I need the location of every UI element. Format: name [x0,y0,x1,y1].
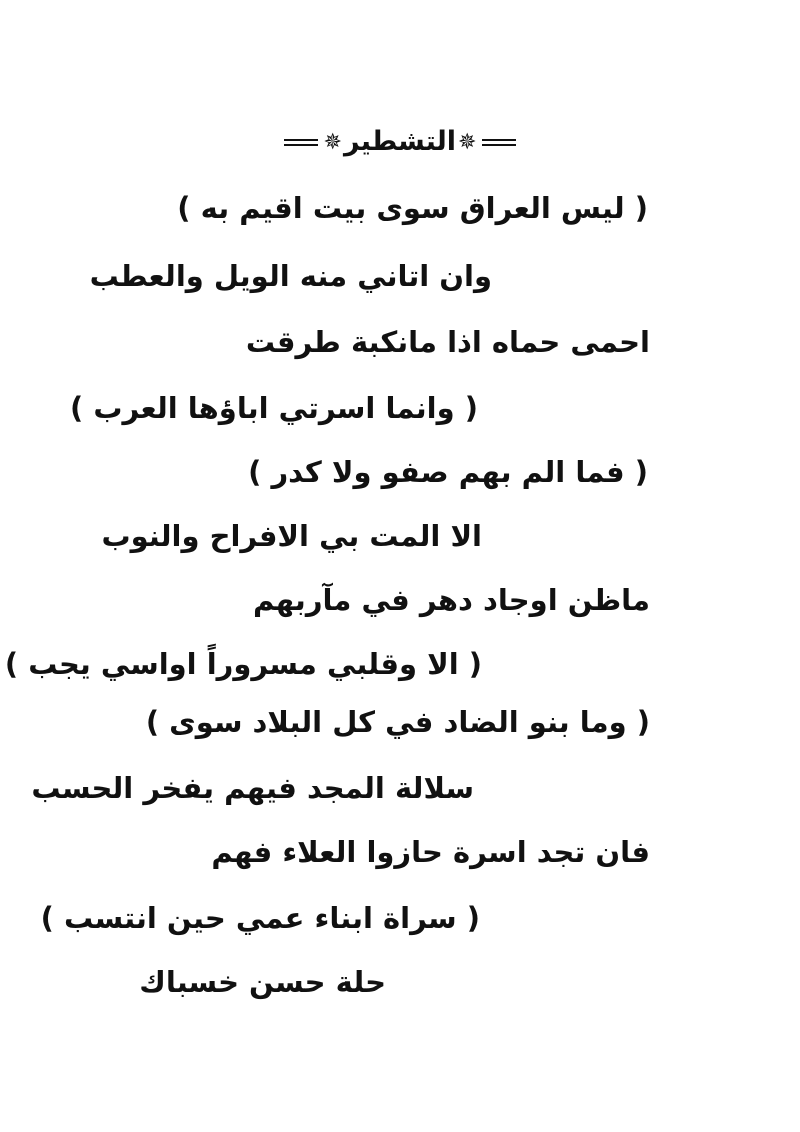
verse-line-4: ( وانما اسرتي اباؤها العرب ) [69,391,478,425]
verse-line-8: ( الا وقلبي مسروراً اواسي يجب ) [4,647,482,681]
verse-line-10: سلالة المجد فيهم يفخر الحسب [31,771,474,805]
verse-line-7: ماظن اوجاد دهر في مآربهم [253,583,650,617]
right-ornament-dash [284,139,318,146]
verse-line-1: ( ليس العراق سوى بيت اقيم به ) [177,191,648,225]
verse-line-12: ( سراة ابناء عمي حين انتسب ) [40,901,480,935]
verse-line-9: ( وما بنو الضاد في كل البلاد سوى ) [145,705,650,739]
verse-line-11: فان تجد اسرة حازوا العلاء فهم [211,835,650,869]
verse-line-6: الا المت بي الافراح والنوب [101,519,482,553]
verse-line-3: احمى حماه اذا مانكبة طرقت [245,325,650,359]
ornament-star-icon: ✵ [458,129,477,155]
poet-signature: حلة حسن خسباك [139,965,386,999]
ornament-star-icon: ✵ [323,129,342,155]
poem-title-text: التشطير [343,126,456,157]
poem-title [0,122,800,163]
left-ornament-dash [482,139,516,146]
verse-line-2: وان اتاني منه الويل والعطب [89,259,492,293]
verse-line-5: ( فما الم بهم صفو ولا كدر ) [248,455,648,489]
